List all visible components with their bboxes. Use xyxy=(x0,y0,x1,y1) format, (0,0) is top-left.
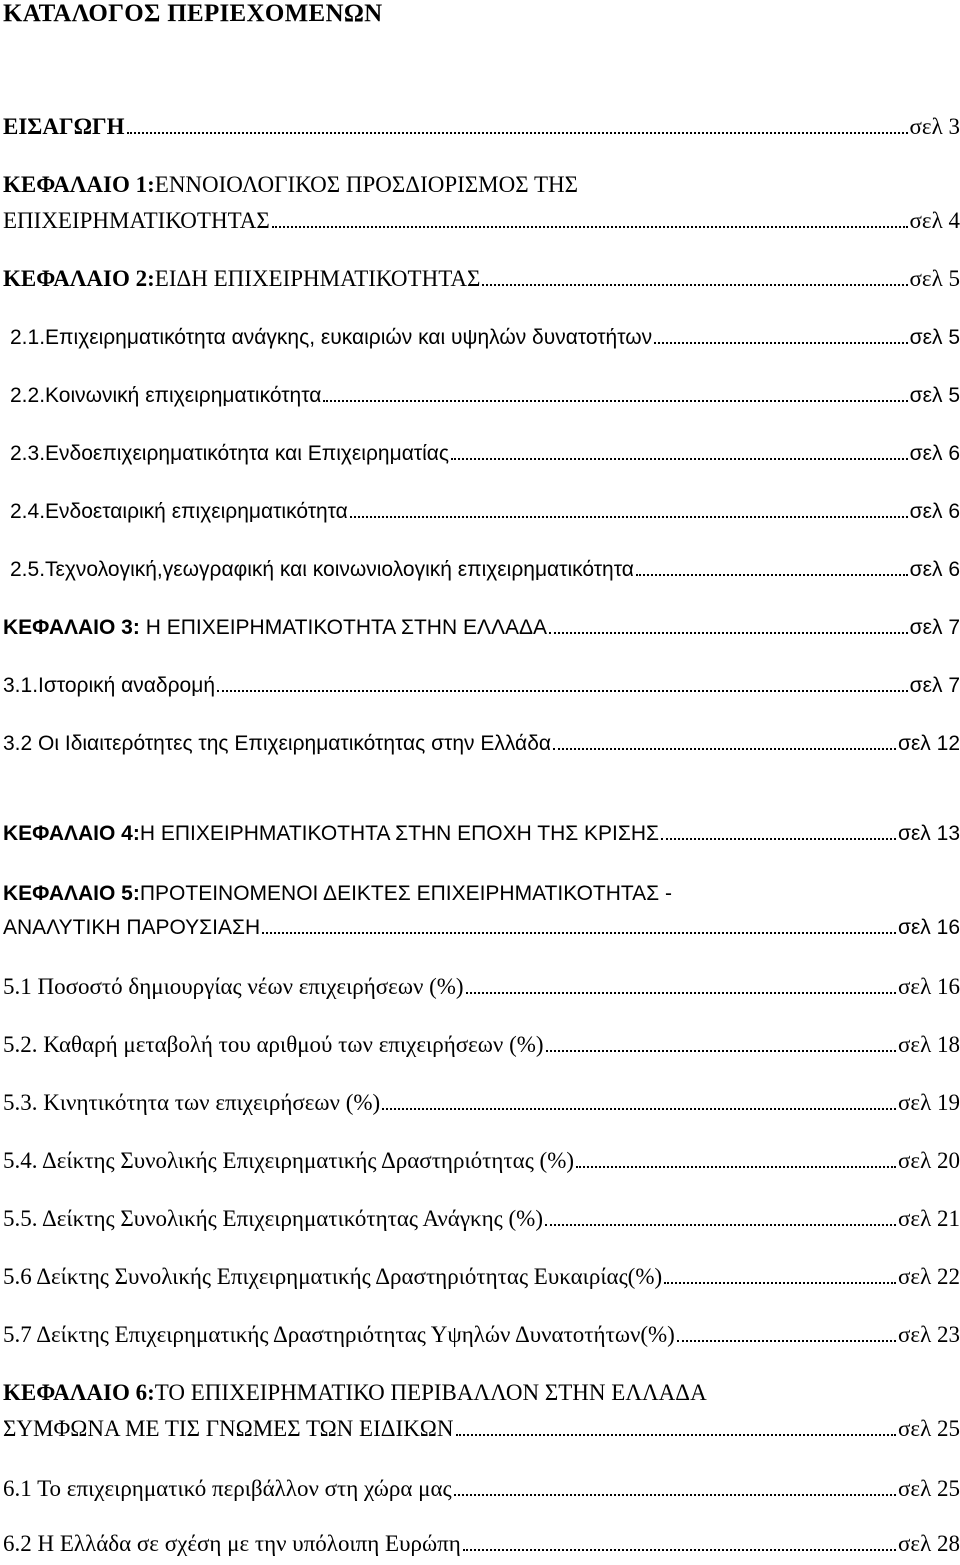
page-number: σελ 13 xyxy=(897,822,960,845)
page-number: σελ 6 xyxy=(909,442,960,465)
entry-label: 5.5. Δείκτης Συνολικής Επιχειρηματικότητας Ανάγκης (%) xyxy=(3,1206,543,1231)
toc-entry-5-4[interactable] xyxy=(3,1148,960,1174)
dot-leader xyxy=(636,574,908,576)
page-number: σελ 7 xyxy=(909,674,960,697)
toc-entry-2-5[interactable] xyxy=(10,558,960,582)
chapter-prefix: ΚΕΦΑΛΑΙΟ 4: xyxy=(3,822,140,845)
dot-leader xyxy=(661,838,896,840)
page-number: σελ 5 xyxy=(909,266,960,291)
toc-entry-6-1[interactable] xyxy=(3,1476,960,1502)
entry-label: 2.2.Κοινωνική επιχειρηματικότητα xyxy=(10,384,322,407)
toc-entry-2-4[interactable] xyxy=(10,500,960,524)
toc-entry-chapter-2[interactable] xyxy=(3,266,960,292)
page-number: σελ 22 xyxy=(898,1264,960,1289)
page-number: σελ 28 xyxy=(898,1531,960,1556)
dot-leader xyxy=(463,1549,896,1551)
page-number: σελ 19 xyxy=(898,1090,960,1115)
dot-leader xyxy=(323,400,907,402)
toc-entry-6-2[interactable] xyxy=(3,1531,960,1557)
dot-leader xyxy=(350,516,908,518)
entry-label: 5.1 Ποσοστό δημιουργίας νέων επιχειρήσεων (%) xyxy=(3,974,464,999)
entry-label: 3.2 Οι Ιδιαιτερότητες της Επιχειρηματικότητας στην Ελλάδα xyxy=(3,732,552,755)
dot-leader xyxy=(546,1050,896,1052)
dot-leader xyxy=(127,132,908,134)
chapter-title-continued: ΣΥΜΦΩΝΑ ΜΕ ΤΙΣ ΓΝΩΜΕΣ ΤΩΝ ΕΙΔΙΚΩΝ xyxy=(3,1416,454,1441)
dot-leader xyxy=(664,1282,896,1284)
page-number: σελ 16 xyxy=(898,974,960,999)
toc-entry-5-3[interactable] xyxy=(3,1090,960,1116)
dot-leader xyxy=(272,226,908,228)
chapter-title: ΤΟ ΕΠΙΧΕΙΡΗΜΑΤΙΚΟ ΠΕΡΙΒΑΛΛΟΝ ΣΤΗΝ ΕΛΛΑΔΑ xyxy=(154,1380,707,1405)
entry-label: 2.3.Ενδοεπιχειρηματικότητα και Επιχειρηματίας xyxy=(10,442,450,465)
dot-leader xyxy=(217,690,908,692)
dot-leader xyxy=(549,632,908,634)
entry-label: 5.3. Κινητικότητα των επιχειρήσεων (%) xyxy=(3,1090,381,1115)
page-number: σελ 6 xyxy=(909,558,960,581)
page-number: σελ 18 xyxy=(898,1032,960,1057)
toc-entry-5-2[interactable] xyxy=(3,1032,960,1058)
page-number: σελ 16 xyxy=(897,916,960,939)
page-number: σελ 25 xyxy=(898,1416,960,1441)
toc-entry-2-2[interactable] xyxy=(10,384,960,408)
chapter-prefix: ΚΕΦΑΛΑΙΟ 5: xyxy=(3,882,140,905)
toc-entry-5-1[interactable] xyxy=(3,974,960,1000)
dot-leader xyxy=(262,932,896,934)
entry-label: 2.4.Ενδοεταιρική επιχειρηματικότητα xyxy=(10,500,348,523)
toc-entry-5-7[interactable] xyxy=(3,1322,960,1348)
toc-entry-chapter-3[interactable] xyxy=(3,616,960,640)
chapter-prefix: ΚΕΦΑΛΑΙΟ 1: xyxy=(3,172,155,197)
toc-entry-3-1[interactable] xyxy=(3,674,960,698)
dot-leader xyxy=(451,458,908,460)
chapter-prefix: ΚΕΦΑΛΑΙΟ 3: xyxy=(3,616,140,639)
chapter-title: ΠΡΟΤΕΙΝΟΜΕΝΟΙ ΔΕΙΚΤΕΣ ΕΠΙΧΕΙΡΗΜΑΤΙΚΟΤΗΤΑΣ - xyxy=(139,882,672,905)
toc-entry-chapter-5-line1[interactable] xyxy=(3,882,672,906)
dot-leader xyxy=(456,1434,897,1436)
page-number: σελ 12 xyxy=(897,732,960,755)
toc-title: ΚΑΤΑΛΟΓΟΣ ΠΕΡΙΕΧΟΜΕΝΩΝ xyxy=(3,0,383,27)
page-number: σελ 5 xyxy=(909,384,960,407)
entry-label: 5.6 Δείκτης Συνολικής Επιχειρηματικής Δραστηριότητας Ευκαιρίας(%) xyxy=(3,1264,663,1289)
toc-entry-5-5[interactable] xyxy=(3,1206,960,1232)
entry-label: 3.1.Ιστορική αναδρομή xyxy=(3,674,215,697)
toc-entry-chapter-4[interactable] xyxy=(3,822,960,846)
entry-label: 2.1.Επιχειρηματικότητα ανάγκης, ευκαιριών και υψηλών δυνατοτήτων xyxy=(10,326,653,349)
chapter-title: Η ΕΠΙΧΕΙΡΗΜΑΤΙΚΟΤΗΤΑ ΣΤΗΝ ΕΠΟΧΗ ΤΗΣ ΚΡΙΣΗΣ xyxy=(139,822,660,845)
toc-entry-5-6[interactable] xyxy=(3,1264,960,1290)
page-number: σελ 4 xyxy=(909,208,960,233)
dot-leader xyxy=(454,1494,896,1496)
chapter-title-continued: ΑΝΑΛΥΤΙΚΗ ΠΑΡΟΥΣΙΑΣΗ xyxy=(3,916,261,939)
chapter-prefix: ΚΕΦΑΛΑΙΟ 2: xyxy=(3,266,155,291)
chapter-title: ΕΝΝΟΙΟΛΟΓΙΚΟΣ ΠΡΟΣΔΙΟΡΙΣΜΟΣ ΤΗΣ xyxy=(154,172,579,197)
page-number: σελ 20 xyxy=(898,1148,960,1173)
page-number: σελ 23 xyxy=(898,1322,960,1347)
entry-label: 6.1 Το επιχειρηματικό περιβάλλον στη χώρα μας xyxy=(3,1476,452,1501)
entry-label: 6.2 Η Ελλάδα σε σχέση με την υπόλοιπη Ευρώπη xyxy=(3,1531,461,1556)
page-number: σελ 6 xyxy=(909,500,960,523)
toc-entry-chapter-6-line2[interactable] xyxy=(3,1416,960,1442)
page-number: σελ 7 xyxy=(909,616,960,639)
toc-entry-2-3[interactable] xyxy=(10,442,960,466)
page-number: σελ 21 xyxy=(898,1206,960,1231)
page-number: σελ 25 xyxy=(898,1476,960,1501)
dot-leader xyxy=(466,992,896,994)
chapter-title: Η ΕΠΙΧΕΙΡΗΜΑΤΙΚΟΤΗΤΑ ΣΤΗΝ ΕΛΛΑΔΑ xyxy=(139,616,548,639)
dot-leader xyxy=(482,284,907,286)
chapter-title-continued: ΕΠΙΧΕΙΡΗΜΑΤΙΚΟΤΗΤΑΣ xyxy=(3,208,270,233)
entry-label: 2.5.Τεχνολογική,γεωγραφική και κοινωνιολογική επιχειρηματικότητα xyxy=(10,558,634,581)
entry-label: 5.7 Δείκτης Επιχειρηματικής Δραστηριότητας Υψηλών Δυνατοτήτων(%) xyxy=(3,1322,675,1347)
dot-leader xyxy=(382,1108,896,1110)
dot-leader xyxy=(553,748,896,750)
toc-entry-chapter-1-line1[interactable] xyxy=(3,172,578,198)
toc-entry-introduction[interactable] xyxy=(3,114,960,140)
dot-leader xyxy=(576,1166,896,1168)
entry-label: 5.2. Καθαρή μεταβολή του αριθμού των επιχειρήσεων (%) xyxy=(3,1032,544,1057)
dot-leader xyxy=(654,342,908,344)
chapter-title: ΕΙΔΗ ΕΠΙΧΕΙΡΗΜΑΤΙΚΟΤΗΤΑΣ xyxy=(154,266,481,291)
entry-label: 5.4. Δείκτης Συνολικής Επιχειρηματικής Δραστηριότητας (%) xyxy=(3,1148,575,1173)
entry-label: ΕΙΣΑΓΩΓΗ xyxy=(3,114,125,139)
page-number: σελ 5 xyxy=(909,326,960,349)
toc-entry-2-1[interactable] xyxy=(10,326,960,350)
toc-entry-chapter-5-line2[interactable] xyxy=(3,916,960,940)
toc-entry-chapter-6-line1[interactable] xyxy=(3,1380,707,1406)
toc-entry-chapter-1-line2[interactable] xyxy=(3,208,960,234)
page-number: σελ 3 xyxy=(909,114,960,139)
chapter-prefix: ΚΕΦΑΛΑΙΟ 6: xyxy=(3,1380,155,1405)
dot-leader xyxy=(545,1224,896,1226)
dot-leader xyxy=(677,1340,896,1342)
toc-entry-3-2[interactable] xyxy=(3,732,960,756)
